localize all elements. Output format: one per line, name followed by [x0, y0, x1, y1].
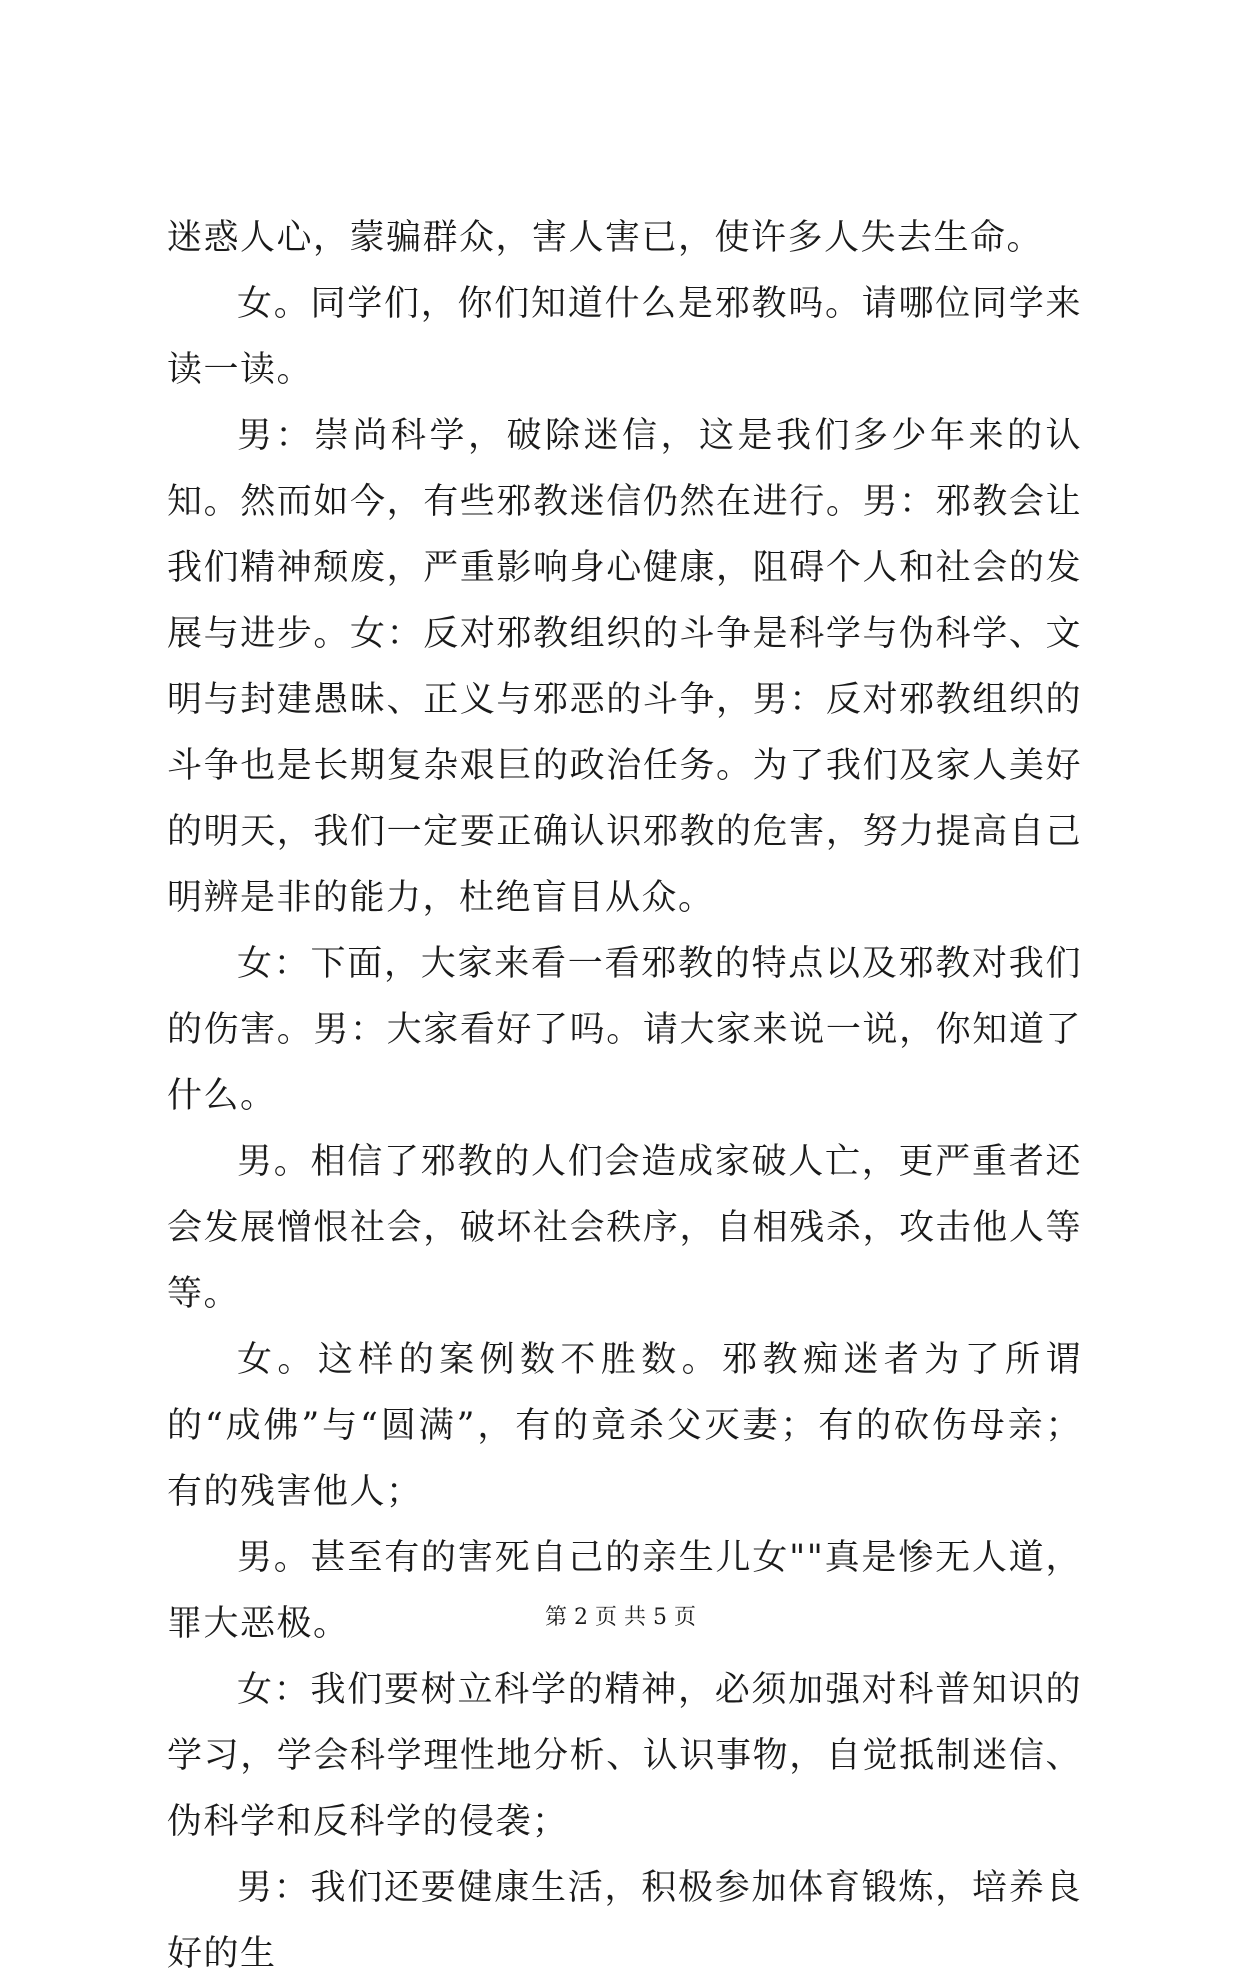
paragraph: 女：我们要树立科学的精神，必须加强对科普知识的学习，学会科学理性地分析、认识事物，自觉抵制迷信、伪科学和反科学的侵袭； [167, 1670, 1082, 1842]
paragraph: 男。甚至有的害死自己的亲生儿女""真是惨无人道，罪大恶极。 [167, 1538, 1082, 1644]
paragraph: 女：下面，大家来看一看邪教的特点以及邪教对我们的伤害。男：大家看好了吗。请大家来说一说，你知道了什么。 [167, 944, 1082, 1116]
paragraph: 男。相信了邪教的人们会造成家破人亡，更严重者还会发展憎恨社会，破坏社会秩序，自相残杀，攻击他人等等。 [167, 1142, 1082, 1314]
paragraph: 男：崇尚科学，破除迷信，这是我们多少年来的认知。然而如今，有些邪教迷信仍然在进行。男：邪教会让我们精神颓废，严重影响身心健康，阻碍个人和社会的发展与进步。女：反对邪教组织的斗争是科学与伪科学、文明与封建愚昧、正义与邪恶的斗争，男：反对邪教组织的斗争也是长期复杂艰巨的政治任务。为了我们及家人美好的明天，我们一定要正确认识邪教的危害，努力提高自己明辨是非的能力，杜绝盲目从众。 [167, 416, 1082, 918]
document-body [167, 205, 1082, 1987]
paragraph: 女。同学们，你们知道什么是邪教吗。请哪位同学来读一读。 [167, 284, 1082, 390]
page-number-footer: 第 2 页 共 5 页 [545, 1605, 696, 1630]
paragraph: 男：我们还要健康生活，积极参加体育锻炼，培养良好的生 [167, 1868, 1082, 1974]
paragraph-continuation: 迷惑人心，蒙骗群众，害人害已，使许多人失去生命。 [167, 218, 1044, 258]
paragraph: 女。这样的案例数不胜数。邪教痴迷者为了所谓的“成佛”与“圆满”，有的竟杀父灭妻；有的砍伤母亲；有的残害他人； [167, 1340, 1082, 1512]
